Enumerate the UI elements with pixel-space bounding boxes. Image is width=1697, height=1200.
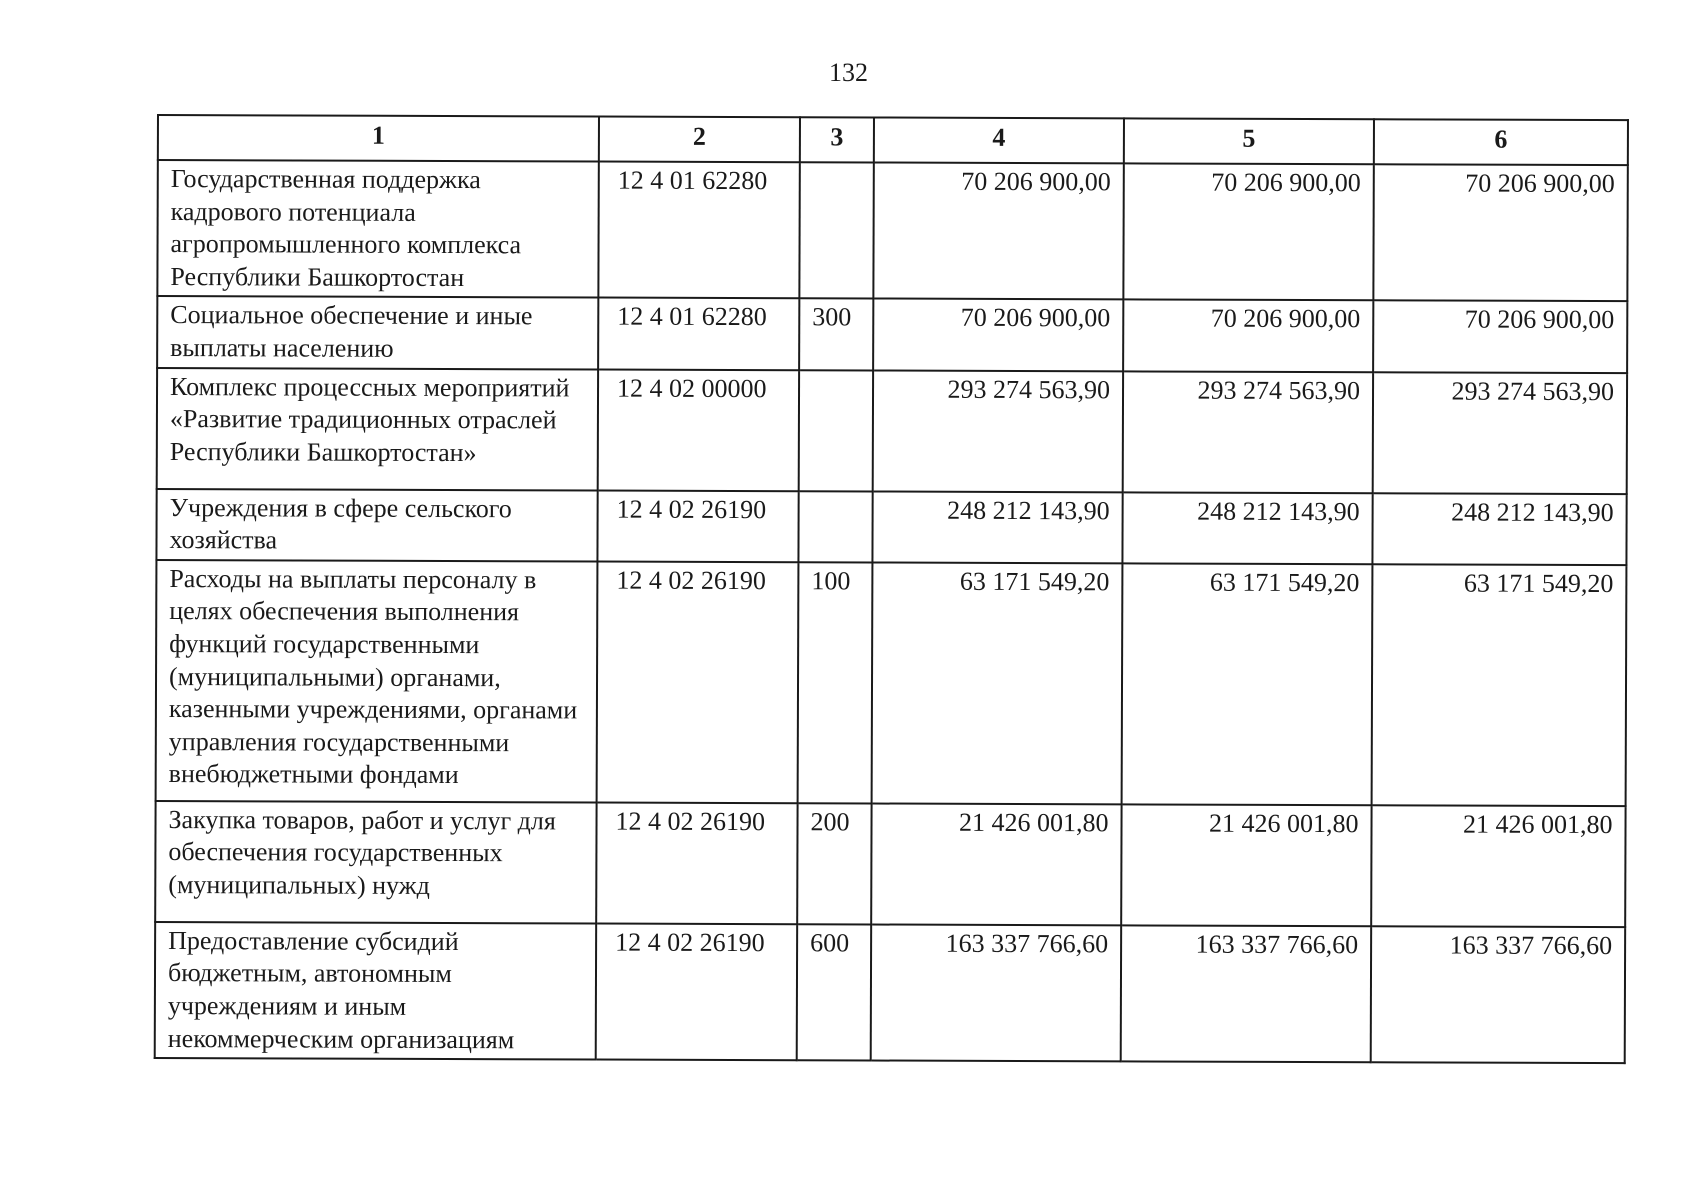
row-value-6: 63 171 549,20	[1372, 564, 1627, 806]
column-header-3: 3	[800, 117, 874, 162]
table-row	[156, 489, 1626, 565]
row-code: 12 4 02 26190	[596, 802, 797, 924]
row-value-6: 70 206 900,00	[1373, 164, 1627, 301]
row-name: Государственная поддержка кадрового потенциала агропромышленного комплекса Республики Башкортостан	[157, 160, 598, 298]
row-value-4: 293 274 563,90	[873, 370, 1123, 492]
row-value-5: 293 274 563,90	[1123, 371, 1373, 493]
row-value-4: 63 171 549,20	[872, 562, 1123, 804]
column-header-2: 2	[599, 117, 800, 163]
row-value-5: 70 206 900,00	[1123, 300, 1373, 372]
row-expense-type: 300	[799, 299, 873, 370]
row-expense-type: 100	[798, 562, 873, 803]
row-name: Расходы на выплаты персоналу в целях обеспечения выполнения функций государственными (муниципальными) органами, казенными учреждениями, органами управления государственными внебюджетными фондами	[156, 560, 598, 803]
row-code: 12 4 02 26190	[597, 490, 798, 562]
row-code: 12 4 01 62280	[598, 298, 799, 370]
row-value-5: 21 426 001,80	[1121, 804, 1371, 926]
column-header-4: 4	[874, 118, 1124, 164]
row-name: Учреждения в сфере сельского хозяйства	[156, 489, 597, 562]
table-row	[155, 801, 1625, 927]
row-expense-type: 600	[797, 924, 871, 1061]
row-value-4: 163 337 766,60	[871, 924, 1121, 1061]
table-row	[157, 368, 1627, 494]
row-value-6: 293 274 563,90	[1373, 372, 1627, 494]
row-value-5: 70 206 900,00	[1123, 163, 1373, 300]
table-row	[157, 296, 1627, 372]
row-value-6: 21 426 001,80	[1371, 805, 1625, 927]
table-row	[155, 922, 1625, 1064]
row-expense-type	[799, 370, 873, 491]
row-value-6: 163 337 766,60	[1371, 926, 1625, 1063]
table-row	[157, 160, 1627, 302]
column-header-6: 6	[1374, 119, 1628, 165]
row-value-4: 70 206 900,00	[873, 163, 1123, 300]
row-code: 12 4 02 26190	[596, 923, 797, 1060]
table-header-row	[158, 115, 1628, 165]
row-value-4: 21 426 001,80	[871, 803, 1121, 925]
row-name: Комплекс процессных мероприятий «Развитие традиционных отраслей Республики Башкортостан»	[157, 368, 598, 491]
row-value-4: 248 212 143,90	[872, 491, 1122, 563]
row-code: 12 4 01 62280	[598, 162, 799, 299]
table-row	[156, 560, 1627, 806]
row-name: Социальное обеспечение и иные выплаты населению	[157, 296, 598, 369]
row-value-6: 70 206 900,00	[1373, 301, 1627, 373]
row-expense-type	[798, 491, 872, 562]
column-header-5: 5	[1124, 118, 1374, 164]
row-name: Предоставление субсидий бюджетным, автономным учреждениям и иным некоммерческим организациям	[155, 922, 596, 1060]
row-code: 12 4 02 00000	[598, 369, 799, 491]
row-expense-type	[799, 162, 873, 299]
row-value-5: 163 337 766,60	[1121, 925, 1371, 1062]
budget-table	[154, 114, 1629, 1064]
row-value-5: 248 212 143,90	[1122, 492, 1372, 564]
row-value-4: 70 206 900,00	[873, 299, 1123, 371]
row-value-5: 63 171 549,20	[1122, 563, 1373, 805]
column-header-1: 1	[158, 115, 599, 162]
row-code: 12 4 02 26190	[597, 561, 799, 803]
row-value-6: 248 212 143,90	[1372, 493, 1626, 565]
page-number: 132	[829, 58, 868, 87]
row-expense-type: 200	[797, 803, 871, 924]
row-name: Закупка товаров, работ и услуг для обеспечения государственных (муниципальных) нужд	[155, 801, 596, 924]
